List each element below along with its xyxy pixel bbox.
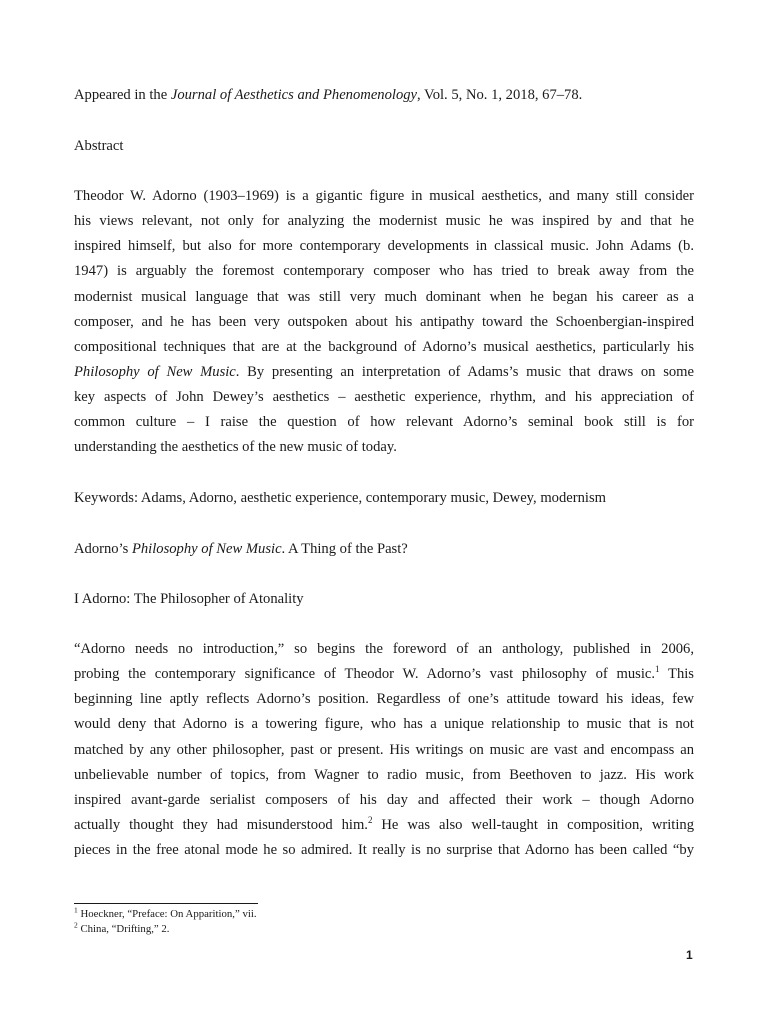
footnote-text: China, “Drifting,” 2. xyxy=(77,923,170,935)
footnote-ref[interactable]: 2 xyxy=(367,815,373,826)
body-line-text: probing the contemporary significance of Theodor W. Adorno’s vast philosophy of music. xyxy=(74,666,656,682)
abstract-line: modernist musical language that was still very much dominant when he began his career as a xyxy=(74,289,694,305)
footnote-text: Hoeckner, “Preface: On Apparition,” vii. xyxy=(77,908,257,920)
body-line xyxy=(74,816,694,834)
book-title: Philosophy of New Music xyxy=(74,364,236,380)
abstract-line: 1947) is arguably the foremost contemporary composer who has tried to break away from the xyxy=(74,263,694,279)
body-line: matched by any other philosopher, past or present. His writings on music are vast and encompass an xyxy=(74,742,694,758)
article-title-book: Philosophy of New Music xyxy=(131,541,282,557)
body-line: would deny that Adorno is a towering figure, who has a unique relationship to music that is not xyxy=(74,716,694,732)
body-line xyxy=(74,665,694,683)
footnote-divider xyxy=(74,903,258,904)
footnote-number: 1 xyxy=(74,905,78,915)
abstract-line: his views relevant, not only for analyzing the modernist music he was inspired by and that he xyxy=(74,213,694,229)
body-line-text: He was also well-taught in composition, writing xyxy=(372,817,694,833)
keywords: Keywords: Adams, Adorno, aesthetic experience, contemporary music, Dewey, modernism xyxy=(74,490,606,506)
body-line: pieces in the free atonal mode he so admired. It really is no surprise that Adorno has been called “by xyxy=(74,842,694,858)
publication-note xyxy=(74,86,582,104)
abstract-line-text: . By presenting an interpretation of Adams’s music that draws on some xyxy=(235,364,694,380)
abstract-line: common culture – I raise the question of how relevant Adorno’s seminal book still is for xyxy=(74,414,694,430)
abstract-line: composer, and he has been very outspoken about his antipathy toward the Schoenbergian-inspired xyxy=(74,314,694,330)
footnote-ref[interactable]: 1 xyxy=(655,664,660,675)
body-line: inspired avant-garde serialist composers of his day and affected their work – though Adorno xyxy=(74,792,694,808)
section-heading: I Adorno: The Philosopher of Atonality xyxy=(74,591,304,607)
publication-note-prefix: Appeared in the xyxy=(74,87,171,103)
body-line: “Adorno needs no introduction,” so begins the foreword of an anthology, published in 2006, xyxy=(74,641,694,657)
abstract-line: understanding the aesthetics of the new music of today. xyxy=(74,439,397,455)
body-line: unbelievable number of topics, from Wagner to radio music, from Beethoven to jazz. His work xyxy=(74,767,694,783)
abstract-line xyxy=(74,363,694,381)
footnote xyxy=(74,920,170,936)
journal-name: Journal of Aesthetics and Phenomenology xyxy=(170,87,418,103)
article-title xyxy=(74,540,408,558)
abstract-line: compositional techniques that are at the background of Adorno’s musical aesthetics, particularly his xyxy=(74,339,694,355)
abstract-line: Theodor W. Adorno (1903–1969) is a gigantic figure in musical aesthetics, and many still consider xyxy=(74,188,694,204)
body-line-text: This xyxy=(659,666,694,682)
footnote xyxy=(74,905,257,921)
article-title-prefix: Adorno’s xyxy=(74,541,132,557)
abstract-line: key aspects of John Dewey’s aesthetics – aesthetic experience, rhythm, and his appreciation of xyxy=(74,389,694,405)
publication-note-details: , Vol. 5, No. 1, 2018, 67–78. xyxy=(417,87,583,103)
article-title-suffix: . A Thing of the Past? xyxy=(281,541,408,557)
page-number: 1 xyxy=(686,948,693,962)
abstract-heading: Abstract xyxy=(74,138,124,154)
body-line: beginning line aptly reflects Adorno’s position. Regardless of one’s attitude toward his ideas, few xyxy=(74,691,694,707)
abstract-line: inspired himself, but also for more contemporary developments in classical music. John Adams (b. xyxy=(74,238,694,254)
body-line-text: actually thought they had misunderstood him. xyxy=(74,817,368,833)
footnote-number: 2 xyxy=(74,920,78,930)
